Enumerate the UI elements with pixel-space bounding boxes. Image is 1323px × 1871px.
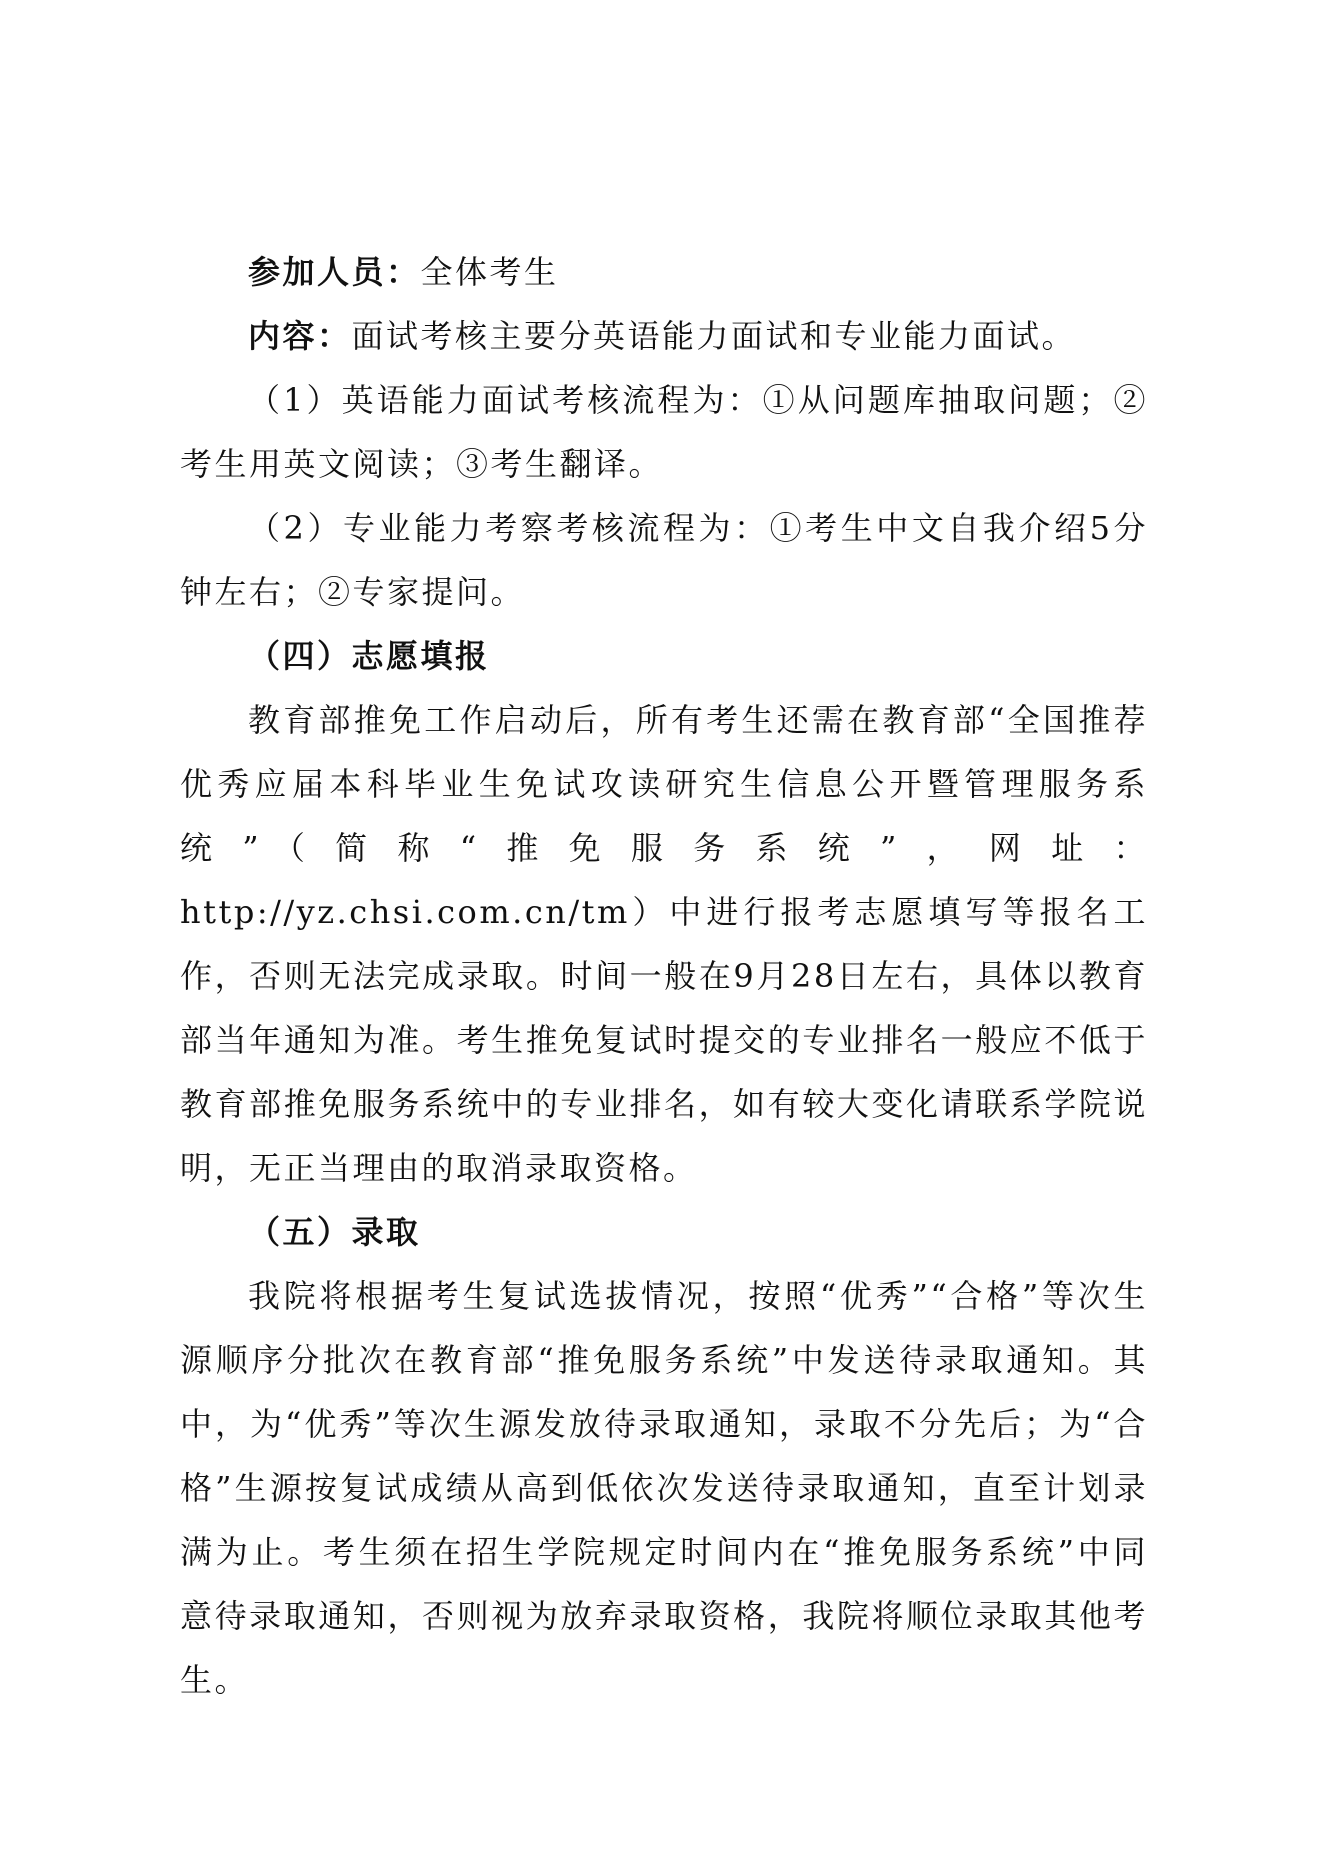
content-paragraph	[180, 304, 1148, 368]
section-4-body: 教育部推免工作启动后，所有考生还需在教育部“全国推荐优秀应届本科毕业生免试攻读研究生信息公开暨管理服务系统”（简称“推免服务系统”，网址：http://yz.chsi.com.cn/tm）中进行报考志愿填写等报名工作，否则无法完成录取。时间一般在9月28日左右，具体以教育部当年通知为准。考生推免复试时提交的专业排名一般应不低于教育部推免服务系统中的专业排名，如有较大变化请联系学院说明，无正当理由的取消录取资格。	[180, 701, 1148, 1187]
document-page	[180, 240, 1148, 1712]
section-5-body: 我院将根据考生复试选拔情况，按照“优秀”“合格”等次生源顺序分批次在教育部“推免服务系统”中发送待录取通知。其中，为“优秀”等次生源发放待录取通知，录取不分先后；为“合格”生源按复试成绩从高到低依次发送待录取通知，直至计划录满为止。考生须在招生学院规定时间内在“推免服务系统”中同意待录取通知，否则视为放弃录取资格，我院将顺位录取其他考生。	[180, 1277, 1148, 1699]
english-interview-paragraph: （1）英语能力面试考核流程为：①从问题库抽取问题；②考生用英文阅读；③考生翻译。	[180, 381, 1148, 483]
content-value: 面试考核主要分英语能力面试和专业能力面试。	[351, 317, 1077, 355]
section-4-heading: （四）志愿填报	[248, 637, 490, 675]
participants-paragraph	[180, 240, 1148, 304]
professional-interview-paragraph: （2）专业能力考察考核流程为：①考生中文自我介绍5分钟左右；②专家提问。	[180, 509, 1148, 611]
participants-value: 全体考生	[420, 253, 559, 291]
participants-label: 参加人员：	[248, 253, 421, 291]
section-5-heading: （五）录取	[248, 1213, 421, 1251]
content-label: 内容：	[248, 317, 352, 355]
